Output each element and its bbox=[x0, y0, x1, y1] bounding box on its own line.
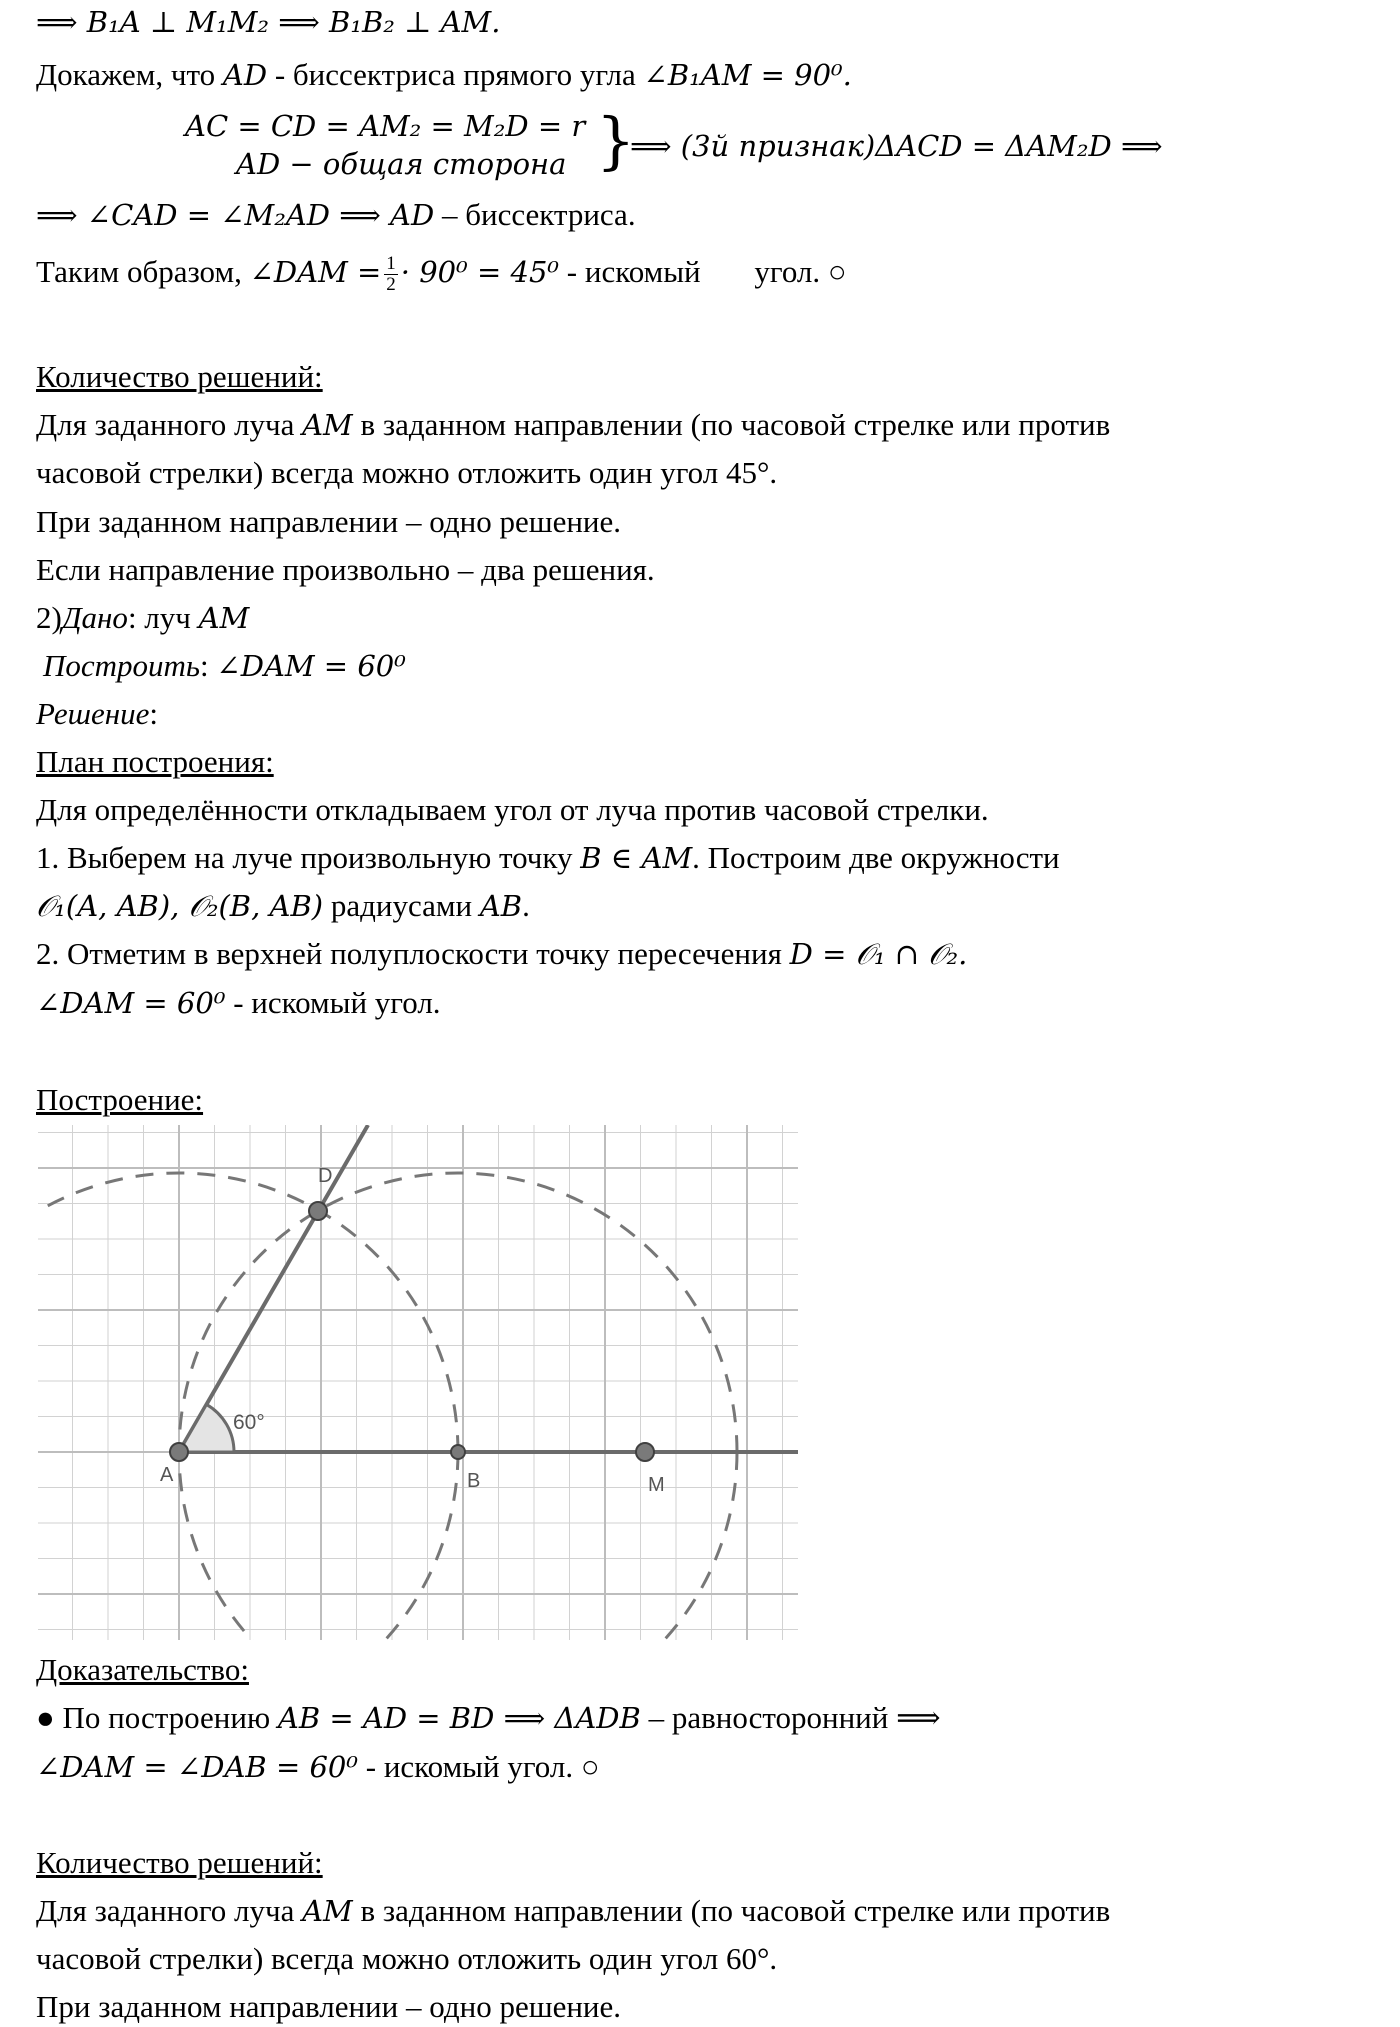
heading-count-solutions-2: Количество решений: bbox=[36, 1845, 323, 1880]
math-point-on-ray: B ∈ AM bbox=[580, 841, 693, 875]
text-fragment: : bbox=[200, 648, 209, 683]
angle-label: 60° bbox=[233, 1411, 265, 1434]
proof-line-angle-equality bbox=[36, 195, 636, 235]
plan-line-5 bbox=[36, 983, 441, 1023]
plan-line-4 bbox=[36, 934, 967, 974]
text-fragment: - биссектриса прямого угла bbox=[274, 57, 636, 92]
point-m bbox=[636, 1443, 654, 1461]
proof2-line-2 bbox=[36, 1747, 600, 1787]
math-circles: 𝒪₁(A, AB), 𝒪₂(B, AB) bbox=[36, 889, 324, 923]
text-fragment: Докажем, что bbox=[36, 57, 216, 92]
fraction-numerator: 1 bbox=[386, 253, 396, 275]
grid-lines bbox=[38, 1125, 798, 1640]
solution-label: Решение bbox=[36, 696, 150, 731]
text-fragment: Таким образом, bbox=[36, 254, 242, 289]
construction-figure bbox=[38, 1125, 798, 1640]
label-b: B bbox=[467, 1470, 481, 1492]
count1-line-3: При заданном направлении – одно решение. bbox=[36, 504, 622, 539]
text-fragment: 2. Отметим в верхней полуплоскости точку пересечения bbox=[36, 936, 782, 971]
plan-line-3 bbox=[36, 886, 530, 926]
build-label: Построить bbox=[43, 648, 201, 683]
math-angle: ∠B₁AM = 90⁰. bbox=[643, 58, 852, 92]
right-brace-icon: } bbox=[596, 104, 636, 177]
circle-o2 bbox=[179, 1173, 737, 1640]
plan-line-2 bbox=[36, 838, 1060, 878]
heading-construction: Построение: bbox=[36, 1082, 204, 1117]
text-fragment: - искомый угол. ○ bbox=[365, 1749, 600, 1784]
heading-construction-plan: План построения: bbox=[36, 744, 274, 779]
proof-line-result bbox=[36, 252, 847, 295]
circle-o1 bbox=[38, 1173, 458, 1640]
text-fragment: – равносторонний ⟹ bbox=[648, 1700, 941, 1735]
fraction-half bbox=[384, 254, 398, 295]
fraction-denominator: 2 bbox=[386, 274, 396, 296]
proof-line-perpendicular bbox=[36, 2, 500, 42]
count2-line-3: При заданном направлении – одно решение. bbox=[36, 1989, 622, 2024]
heading-proof: Доказательство: bbox=[36, 1652, 249, 1687]
angle-arc bbox=[179, 1404, 234, 1452]
system-conclusion-text: ⟹ (3й признак)ΔACD = ΔAM₂D ⟹ bbox=[630, 129, 1163, 163]
math-intersection: D = 𝒪₁ ∩ 𝒪₂. bbox=[789, 937, 968, 971]
label-d: D bbox=[318, 1165, 333, 1187]
text-fragment: . Построим две окружности bbox=[692, 840, 1060, 875]
math-angle: ∠DAM = 60⁰ bbox=[216, 649, 406, 683]
text-fragment: в заданном направлении (по часовой стрелке или против bbox=[360, 407, 1111, 442]
text-fragment: ● По построению bbox=[36, 1700, 271, 1735]
math-angle: ∠DAM = 60⁰ bbox=[36, 986, 226, 1020]
system-common-side: AD − общая сторона bbox=[236, 147, 567, 181]
count1-line-2: часовой стрелки) всегда можно отложить один угол 45°. bbox=[36, 455, 778, 490]
count2-line-2: часовой стрелки) всегда можно отложить один угол 60°. bbox=[36, 1941, 778, 1976]
text-fragment: 1. Выберем на луче произвольную точку bbox=[36, 840, 573, 875]
task-number: 2) bbox=[36, 600, 62, 635]
task2-solution bbox=[36, 694, 158, 734]
count2-line-1 bbox=[36, 1891, 1110, 1931]
proof2-line-1 bbox=[36, 1698, 941, 1738]
math-angle: ∠DAM = ∠DAB = 60⁰ bbox=[36, 1750, 358, 1784]
given-label: Дано bbox=[61, 600, 128, 635]
text-fragment: в заданном направлении (по часовой стрелке или против bbox=[360, 1893, 1111, 1928]
task2-given bbox=[36, 598, 249, 638]
text-fragment: : луч bbox=[127, 600, 191, 635]
text-fragment: - искомый угол. bbox=[233, 985, 441, 1020]
point-d bbox=[309, 1202, 327, 1220]
label-a: A bbox=[160, 1464, 174, 1486]
task2-build bbox=[43, 646, 406, 686]
math-ray: AM bbox=[302, 408, 353, 442]
math-angle-equality: ⟹ ∠CAD = ∠M₂AD ⟹ AD bbox=[36, 198, 435, 232]
plan-line-1: Для определённости откладываем угол от луча против часовой стрелки. bbox=[36, 792, 989, 827]
math-ray: AM bbox=[302, 1894, 353, 1928]
math-radius: AB bbox=[479, 889, 523, 923]
point-a bbox=[170, 1443, 188, 1461]
text-fragment: Для заданного луча bbox=[36, 1893, 295, 1928]
system-equation: AC = CD = AM₂ = M₂D = r bbox=[185, 109, 586, 143]
proof-line-bisector-claim bbox=[36, 55, 852, 95]
system-conclusion bbox=[630, 126, 1163, 166]
point-b bbox=[451, 1445, 465, 1459]
text-fragment: радиусами bbox=[330, 888, 473, 923]
math-calc: · 90⁰ = 45⁰ bbox=[400, 255, 560, 289]
label-m: M bbox=[648, 1474, 665, 1496]
text-fragment: - искомый bbox=[566, 254, 701, 289]
heading-count-solutions-1: Количество решений: bbox=[36, 359, 323, 394]
text-fragment: . bbox=[522, 888, 530, 923]
math-ad: AD bbox=[222, 58, 268, 92]
text-fragment: : bbox=[149, 696, 158, 731]
count1-line-1 bbox=[36, 405, 1110, 445]
math-ray: AM bbox=[198, 601, 250, 635]
count1-line-4: Если направление произвольно – два решения. bbox=[36, 552, 655, 587]
math-equalities: AB = AD = BD ⟹ ΔADB bbox=[277, 1701, 641, 1735]
system-line-2 bbox=[236, 144, 566, 184]
text-fragment: – биссектриса. bbox=[441, 197, 636, 232]
system-line-1 bbox=[185, 106, 585, 146]
text-fragment: угол. ○ bbox=[754, 254, 847, 289]
math-angle: ∠DAM = bbox=[249, 255, 382, 289]
text-fragment: Для заданного луча bbox=[36, 407, 295, 442]
proof-formula: ⟹ B₁A ⊥ M₁M₂ ⟹ B₁B₂ ⊥ AM. bbox=[36, 5, 501, 39]
